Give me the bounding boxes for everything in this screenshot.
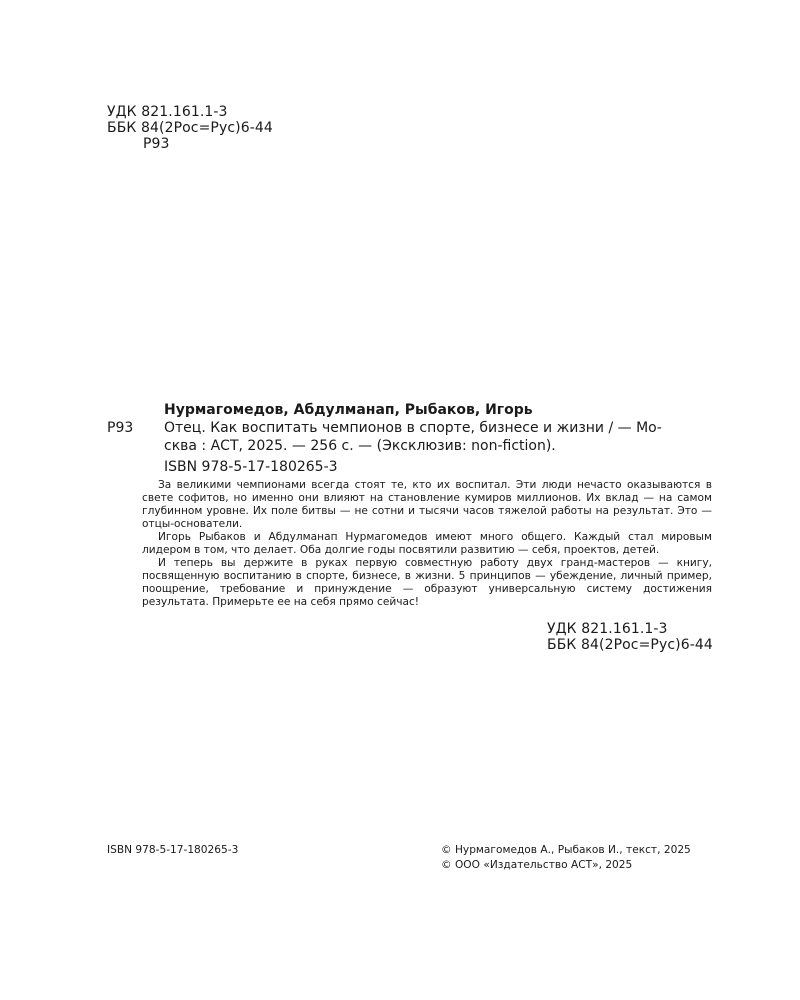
bbk-code: ББК 84(2Рос=Рус)6-44 bbox=[107, 120, 273, 136]
title-line-2: сква : АСТ, 2025. — 256 с. — (Эксклюзив: non-fiction). bbox=[164, 438, 556, 454]
record-isbn: ISBN 978-5-17-180265-3 bbox=[164, 459, 338, 475]
footer-isbn: ISBN 978-5-17-180265-3 bbox=[107, 844, 239, 856]
annotation-paragraph-3: И теперь вы держите в руках первую совместную работу двух гранд-мастеров — книгу, посвященную воспитанию в спорте, бизнесе, в жизни. 5 принципов — убеждение, личный пример, поощрение, требование и принуждение — образуют универсальную систему достижения результата. Примерьте ее на себя прямо сейчас! bbox=[142, 557, 712, 608]
authors-heading: Нурмагомедов, Абдулманап, Рыбаков, Игорь bbox=[164, 402, 533, 418]
author-mark: Р93 bbox=[143, 136, 170, 152]
record-author-mark: Р93 bbox=[107, 420, 134, 436]
udk-code: УДК 821.161.1-3 bbox=[107, 104, 228, 120]
copyright-publisher: © ООО «Издательство АСТ», 2025 bbox=[441, 859, 633, 871]
udk-code-right: УДК 821.161.1-3 bbox=[547, 621, 668, 637]
title-line-1: Отец. Как воспитать чемпионов в спорте, бизнесе и жизни / — Мо- bbox=[164, 420, 662, 436]
annotation-paragraph-2: Игорь Рыбаков и Абдулманап Нурмагомедов имеют много общего. Каждый стал мировым лидером в том, что делает. Оба долгие годы посвятили развитию — себя, проектов, детей. bbox=[142, 531, 712, 556]
bbk-code-right: ББК 84(2Рос=Рус)6-44 bbox=[547, 637, 713, 653]
annotation bbox=[142, 479, 712, 609]
copyright-text: © Нурмагомедов А., Рыбаков И., текст, 2025 bbox=[441, 844, 691, 856]
annotation-paragraph-1: За великими чемпионами всегда стоят те, кто их воспитал. Эти люди нечасто оказываются в свете софитов, но именно они влияют на становление кумиров миллионов. Их вклад — на самом глубинном уровне. Их поле битвы — не сотни и тысячи часов тяжелой работы на результат. Это — отцы-основатели. bbox=[142, 479, 712, 530]
